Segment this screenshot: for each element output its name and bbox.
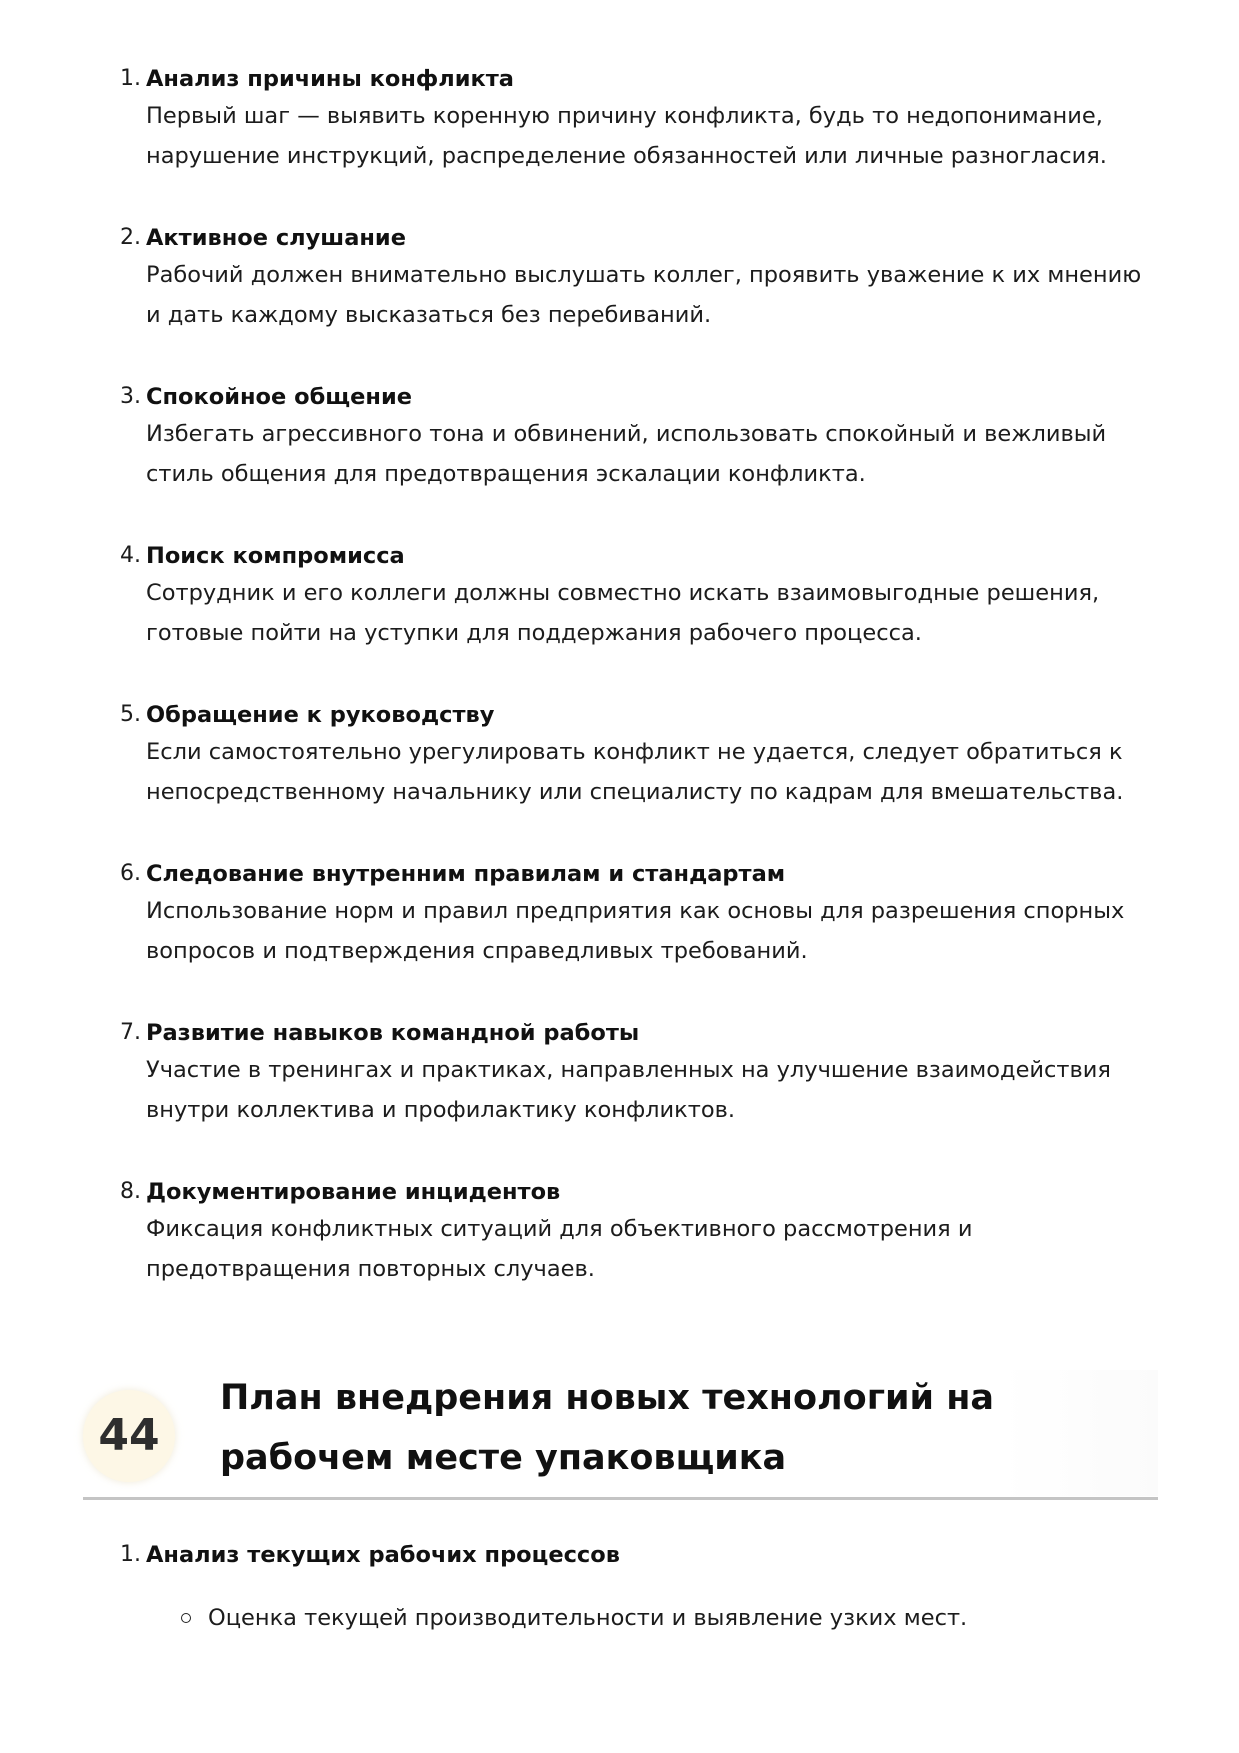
- sub-list-item: [146, 1598, 1239, 1638]
- conflict-steps-list: [0, 62, 1239, 1334]
- list-item: [0, 857, 1239, 971]
- list-number: 3.: [120, 384, 141, 409]
- list-item: [0, 539, 1239, 653]
- list-number: 8.: [120, 1179, 141, 1204]
- list-item-title: Обращение к руководству: [146, 702, 495, 728]
- list-item-title: Документирование инцидентов: [146, 1179, 561, 1205]
- list-item-description: Использование норм и правил предприятия как основы для разрешения спорных вопросов и подтверждения справедливых требований.: [146, 898, 1125, 964]
- chapter-divider: [83, 1497, 1158, 1500]
- list-number: 1.: [120, 1542, 141, 1567]
- sub-list-item-text: Оценка текущей производительности и выявление узких мест.: [208, 1605, 968, 1631]
- list-item: [0, 1538, 1239, 1638]
- list-item-title: Спокойное общение: [146, 384, 412, 410]
- list-item-title: Анализ текущих рабочих процессов: [146, 1542, 620, 1568]
- list-item: [0, 1175, 1239, 1289]
- list-item-title: Развитие навыков командной работы: [146, 1020, 640, 1046]
- list-item: [0, 698, 1239, 812]
- list-number: 1.: [120, 66, 141, 91]
- list-item: [0, 221, 1239, 335]
- list-item-description: Первый шаг — выявить коренную причину конфликта, будь то недопонимание, нарушение инструкций, распределение обязанностей или личные разногласия.: [146, 103, 1107, 169]
- list-item-title: Поиск компромисса: [146, 543, 405, 569]
- list-number: 7.: [120, 1020, 141, 1045]
- chapter-number-badge: 44: [83, 1390, 175, 1482]
- list-number: 5.: [120, 702, 141, 727]
- list-item-title: Активное слушание: [146, 225, 406, 251]
- list-item-title: Следование внутренним правилам и стандартам: [146, 861, 786, 887]
- list-number: 6.: [120, 861, 141, 886]
- list-item: [0, 380, 1239, 494]
- chapter-title: План внедрения новых технологий на рабочем месте упаковщика: [220, 1378, 995, 1478]
- list-item-description: Избегать агрессивного тона и обвинений, использовать спокойный и вежливый стиль общения для предотвращения эскалации конфликта.: [146, 421, 1107, 487]
- list-item-description: Рабочий должен внимательно выслушать коллег, проявить уважение к их мнению и дать каждому высказаться без перебиваний.: [146, 262, 1142, 328]
- list-item-description: Фиксация конфликтных ситуаций для объективного рассмотрения и предотвращения повторных случаев.: [146, 1216, 973, 1282]
- list-item: [0, 1016, 1239, 1130]
- list-number: 2.: [120, 225, 141, 250]
- list-item-description: Сотрудник и его коллеги должны совместно искать взаимовыгодные решения, готовые пойти на уступки для поддержания рабочего процесса.: [146, 580, 1100, 646]
- list-item-description: Если самостоятельно урегулировать конфликт не удается, следует обратиться к непосредственному начальнику или специалисту по кадрам для вмешательства.: [146, 739, 1124, 805]
- list-item-description: Участие в тренингах и практиках, направленных на улучшение взаимодействия внутри коллектива и профилактику конфликтов.: [146, 1057, 1111, 1123]
- list-item-title: Анализ причины конфликта: [146, 66, 514, 92]
- circle-bullet-icon: [181, 1613, 191, 1623]
- plan-list: [0, 1538, 1239, 1638]
- list-item: [0, 62, 1239, 176]
- sub-list: [146, 1598, 1239, 1638]
- list-number: 4.: [120, 543, 141, 568]
